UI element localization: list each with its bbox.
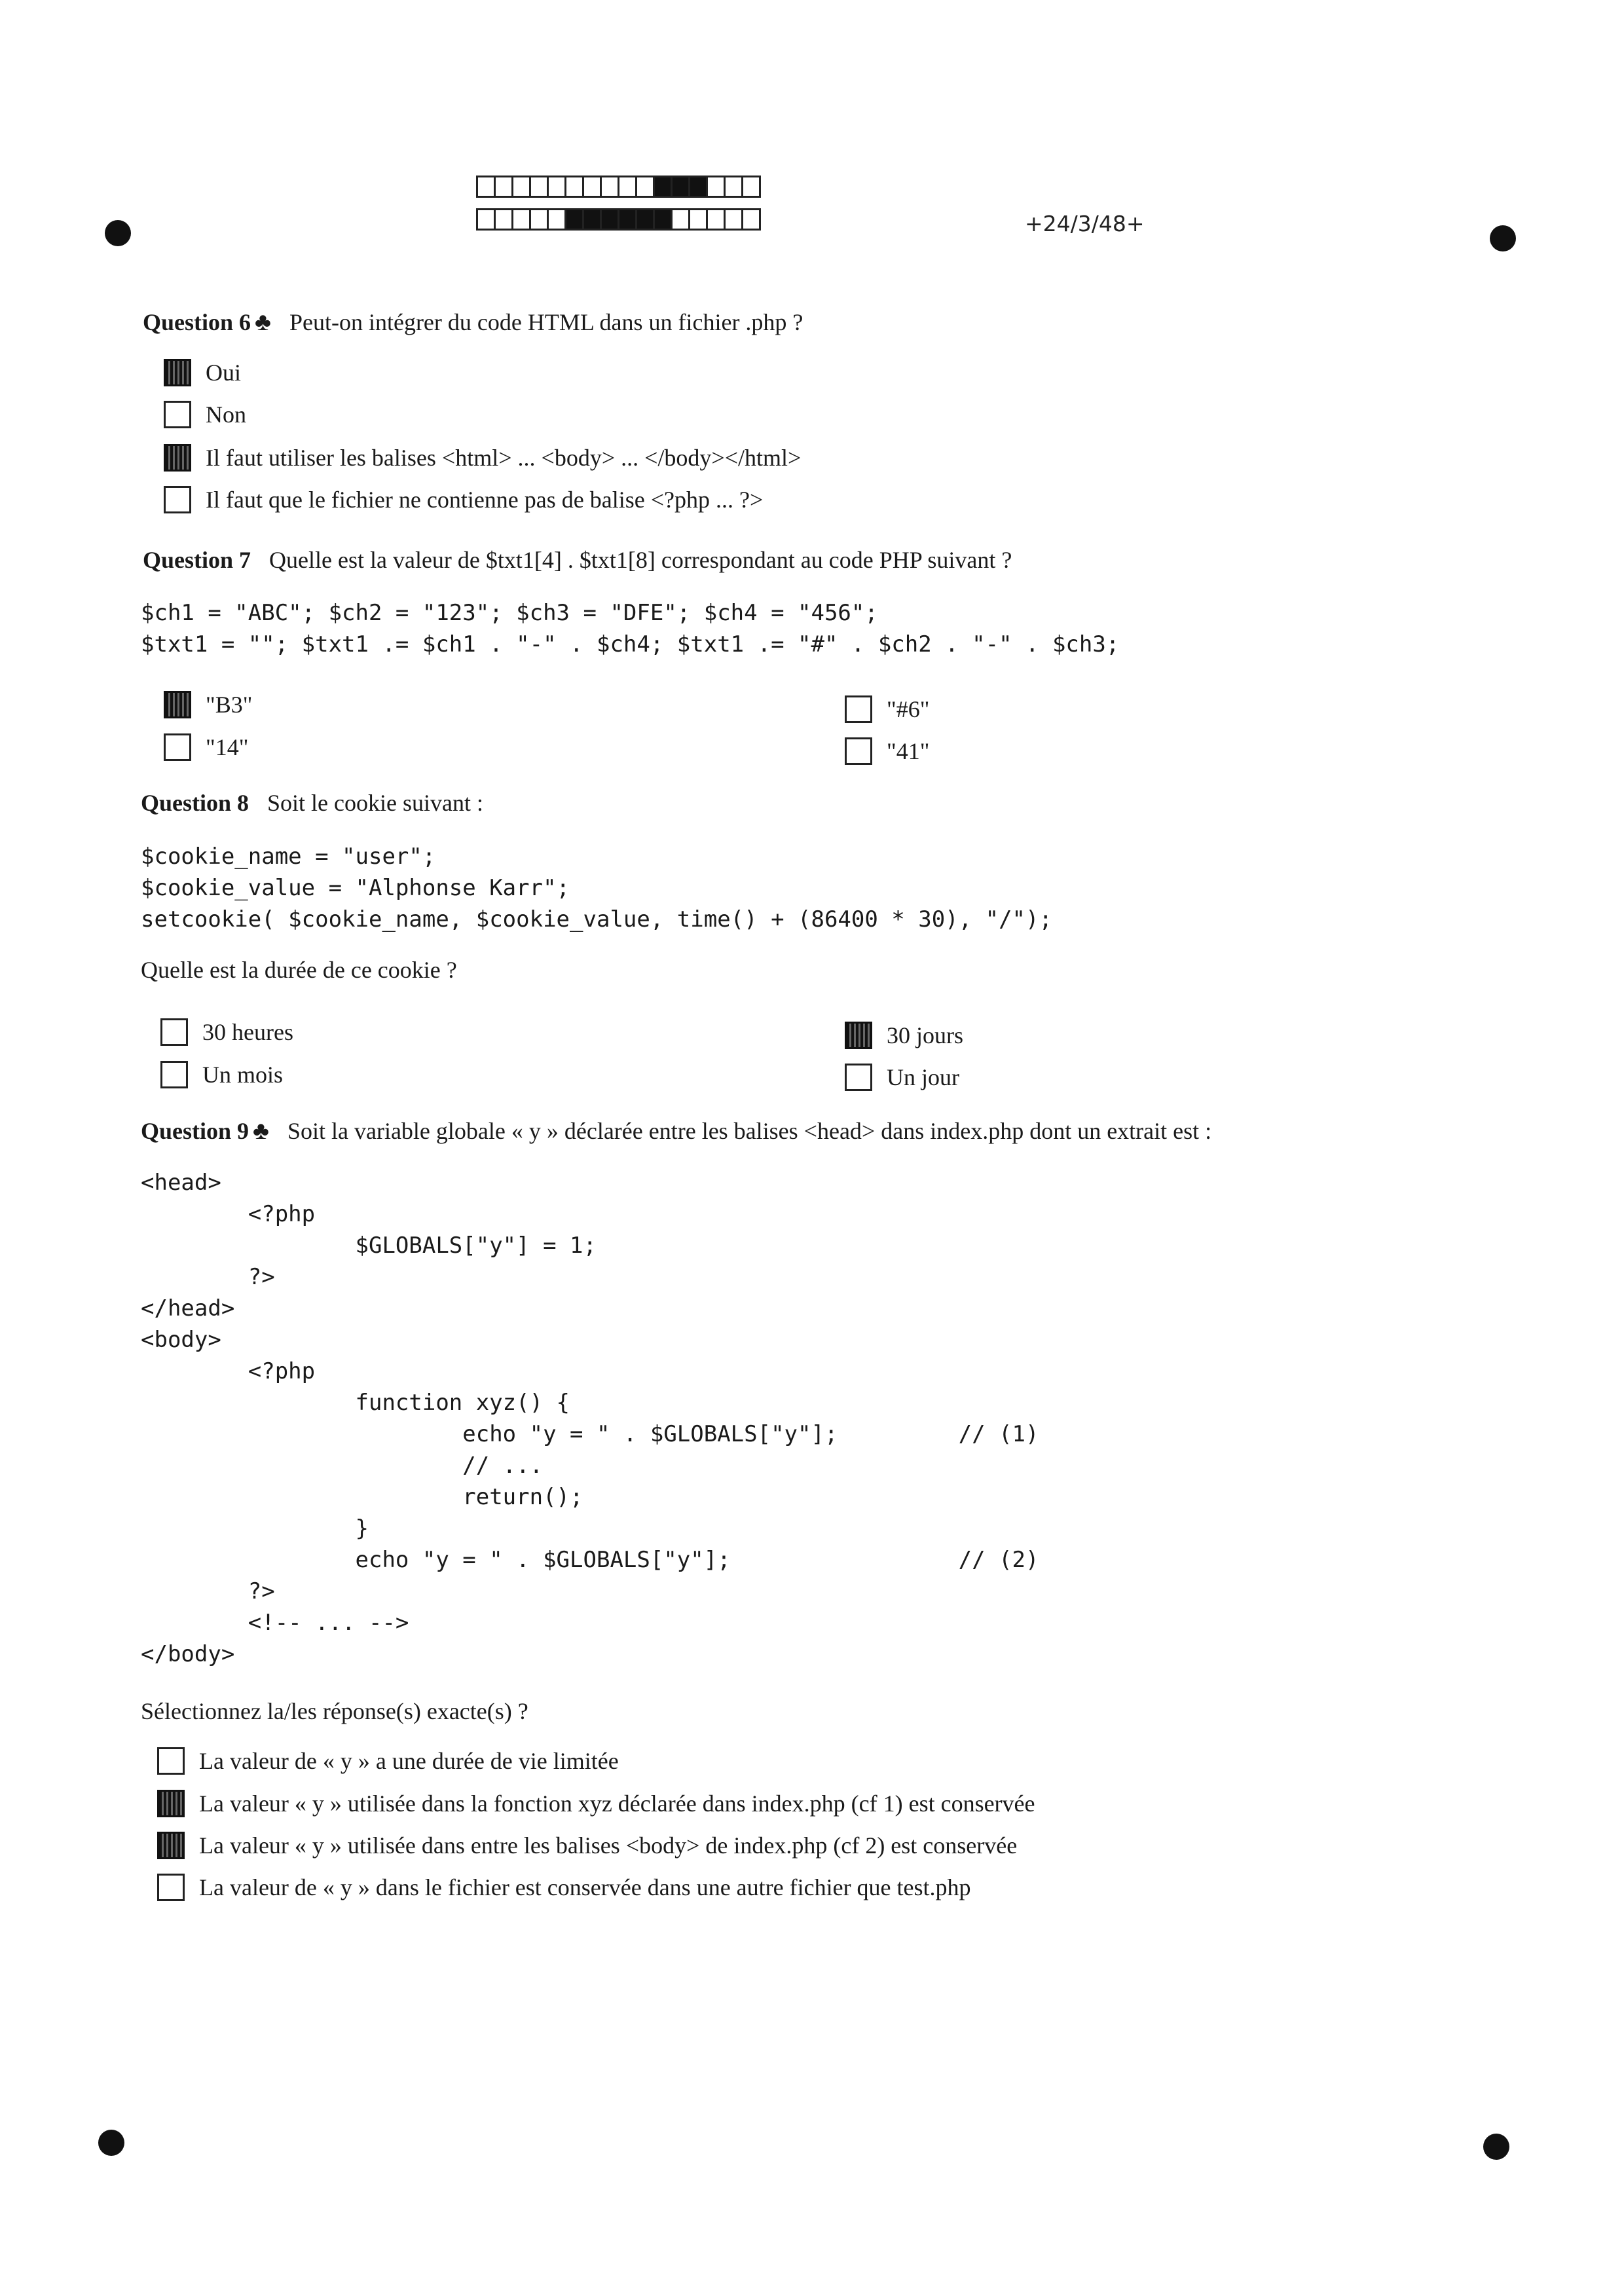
checkbox[interactable] xyxy=(845,737,872,765)
question-6-text: Peut-on intégrer du code HTML dans un fichier .php ? xyxy=(289,309,803,335)
question-7-option-1[interactable]: "B3" xyxy=(164,691,252,718)
question-9-option-2[interactable]: La valeur « y » utilisée dans la fonction xyz déclarée dans index.php (cf 1) est conservée xyxy=(157,1790,1035,1817)
corner-mark-bottom-left xyxy=(98,2130,124,2156)
question-8-option-2[interactable]: Un mois xyxy=(160,1061,283,1088)
question-8-header xyxy=(141,789,483,817)
checkbox[interactable] xyxy=(157,1832,185,1859)
checkbox[interactable] xyxy=(845,695,872,723)
question-6-header xyxy=(143,308,803,337)
corner-mark-top-right xyxy=(1490,225,1516,251)
club-icon: ♣ xyxy=(255,308,271,336)
checkbox[interactable] xyxy=(164,444,191,472)
question-8-option-3[interactable]: 30 jours xyxy=(845,1022,963,1049)
checkbox[interactable] xyxy=(845,1064,872,1091)
question-8-option-1[interactable]: 30 heures xyxy=(160,1018,293,1046)
corner-mark-bottom-right xyxy=(1483,2134,1509,2160)
question-7-option-2[interactable]: "14" xyxy=(164,733,248,761)
page-id: +24/3/48+ xyxy=(1025,211,1145,236)
question-8-prompt: Quelle est la durée de ce cookie ? xyxy=(141,957,457,983)
question-6-option-2[interactable]: Non xyxy=(164,401,246,428)
question-9-prompt: Sélectionnez la/les réponse(s) exacte(s) ? xyxy=(141,1698,528,1724)
question-6-option-1[interactable]: Oui xyxy=(164,359,241,386)
page-code-row-2 xyxy=(478,208,761,231)
question-6-option-3[interactable]: Il faut utiliser les balises <html> ... <body> ... </body></html> xyxy=(164,444,801,472)
question-9-text: Soit la variable globale « y » déclarée entre les balises <head> dans index.php dont un extrait est : xyxy=(287,1118,1212,1144)
corner-mark-top-left xyxy=(105,220,131,246)
question-8-option-4[interactable]: Un jour xyxy=(845,1064,959,1091)
question-9-code: <head> <?php $GLOBALS["y"] = 1; ?> </head> <body> <?php function xyz() { echo "y = " . $GLOBALS["y"]; // (1) // ... return(); } echo "y = " . $GLOBALS["y"]; // (2) ?> <!-- ... --> </body> xyxy=(141,1170,1039,1667)
checkbox[interactable] xyxy=(157,1874,185,1901)
page-code-row-1 xyxy=(478,176,761,198)
question-8-code: $cookie_name = "user"; $cookie_value = "Alphonse Karr"; setcookie( $cookie_name, $cookie_value, time() + (86400 * 30), "/"); xyxy=(141,843,1052,933)
question-7-option-4[interactable]: "41" xyxy=(845,737,929,765)
checkbox[interactable] xyxy=(164,486,191,513)
checkbox[interactable] xyxy=(164,359,191,386)
checkbox[interactable] xyxy=(164,401,191,428)
question-9-label: Question 9 xyxy=(141,1118,249,1144)
question-8-label: Question 8 xyxy=(141,790,249,816)
question-7-code: $ch1 = "ABC"; $ch2 = "123"; $ch3 = "DFE"; $ch4 = "456"; $txt1 = ""; $txt1 .= $ch1 . "-" . $ch4; $txt1 .= "#" . $ch2 . "-" . $ch3; xyxy=(141,600,1120,657)
checkbox[interactable] xyxy=(164,733,191,761)
question-9-option-3[interactable]: La valeur « y » utilisée dans entre les balises <body> de index.php (cf 2) est conservée xyxy=(157,1832,1017,1859)
checkbox[interactable] xyxy=(845,1022,872,1049)
checkbox[interactable] xyxy=(164,691,191,718)
question-6-option-4[interactable]: Il faut que le fichier ne contienne pas de balise <?php ... ?> xyxy=(164,486,763,513)
question-7-option-3[interactable]: "#6" xyxy=(845,695,929,723)
question-7-text: Quelle est la valeur de $txt1[4] . $txt1[8] correspondant au code PHP suivant ? xyxy=(269,547,1012,573)
question-9-header xyxy=(141,1117,1211,1145)
checkbox[interactable] xyxy=(157,1790,185,1817)
checkbox[interactable] xyxy=(160,1018,188,1046)
question-8-text: Soit le cookie suivant : xyxy=(267,790,483,816)
question-9-option-1[interactable]: La valeur de « y » a une durée de vie limitée xyxy=(157,1747,619,1775)
question-7-label: Question 7 xyxy=(143,547,251,573)
question-7-header xyxy=(143,546,1012,574)
question-6-label: Question 6 xyxy=(143,309,251,335)
club-icon: ♣ xyxy=(253,1117,269,1145)
question-9-option-4[interactable]: La valeur de « y » dans le fichier est conservée dans une autre fichier que test.php xyxy=(157,1874,971,1901)
checkbox[interactable] xyxy=(160,1061,188,1088)
checkbox[interactable] xyxy=(157,1747,185,1775)
